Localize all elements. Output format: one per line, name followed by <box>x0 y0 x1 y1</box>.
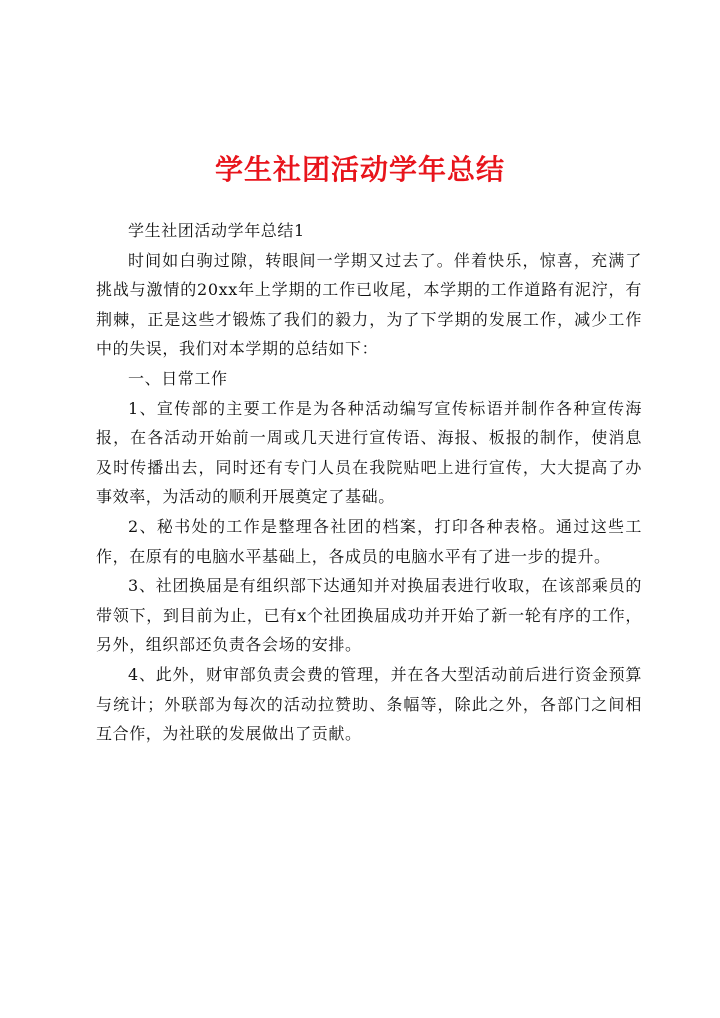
section-heading: 学生社团活动学年总结1 <box>128 221 305 240</box>
paragraph-item-4: 4、此外，财审部负责会费的管理，并在各大型活动前后进行资金预算与统计；外联部为每次的活动拉赞助、条幅等，除此之外，各部门之间相互合作，为社联的发展做出了贡献。 <box>96 664 642 744</box>
paragraph-intro: 时间如白驹过隙，转眼间一学期又过去了。伴着快乐，惊喜，充满了挑战与激情的20xx年上学期的工作已收尾，本学期的工作道路有泥泞，有荆棘，正是这些才锻炼了我们的毅力，为了下学期的发展工作，减少工作中的失误，我们对本学期的总结如下： <box>96 250 642 359</box>
paragraph-daily-work-heading: 一、日常工作 <box>128 368 228 388</box>
paragraph-item-2: 2、秘书处的工作是整理各社团的档案，打印各种表格。通过这些工作，在原有的电脑水平基础上，各成员的电脑水平有了进一步的提升。 <box>96 516 642 566</box>
document-title: 学生社团活动学年总结 <box>214 153 505 186</box>
paragraph-item-3: 3、社团换届是有组织部下达通知并对换届表进行收取，在该部乘员的带领下，到目前为止，已有x个社团换届成功并开始了新一轮有序的工作，另外，组织部还负责各会场的安排。 <box>96 576 642 655</box>
paragraph-item-1: 1、宣传部的主要工作是为各种活动编写宣传标语并制作各种宣传海报，在各活动开始前一周或几天进行宣传语、海报、板报的制作，使消息及时传播出去，同时还有专门人员在我院贴吧上进行宣传，大大提高了办事效率，为活动的顺利开展奠定了基础。 <box>96 398 642 507</box>
document-body <box>96 216 642 749</box>
